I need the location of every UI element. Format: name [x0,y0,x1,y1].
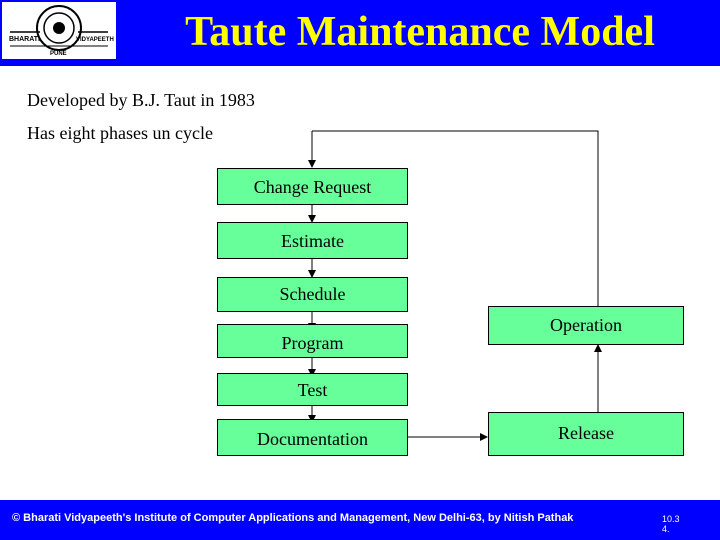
phase-change-request [217,168,408,205]
footer-bar [0,500,720,540]
bullet-phases: Has eight phases un cycle [27,123,213,143]
phase-release [488,412,684,456]
page-number-line1: 10.3 [662,514,680,524]
phase-test [217,373,408,406]
logo-bottom-text: PUNE [50,51,67,57]
phase-label: Test [297,380,328,400]
phase-estimate [217,222,408,259]
phase-label: Documentation [257,429,368,449]
phase-label: Estimate [281,231,344,251]
phase-schedule [217,277,408,312]
phase-label: Program [281,333,344,353]
phase-operation [488,306,684,345]
phase-label: Schedule [279,284,346,304]
logo-left-text: BHARATI [9,36,40,43]
bullet-developed-by: Developed by B.J. Taut in 1983 [27,90,255,110]
phase-label: Change Request [253,177,372,197]
phase-documentation [217,419,408,456]
page-number [662,514,702,534]
phase-label: Operation [550,315,622,335]
phase-program [217,324,408,358]
phase-label: Release [558,423,614,443]
footer-copyright: © Bharati Vidyapeeth's Institute of Computer Applications and Management, New Delhi-63, by Nitish Pathak [12,512,574,524]
page-number-line2: 4. [662,524,670,534]
slide-title: Taute Maintenance Model [185,9,655,55]
logo-right-text: VIDYAPEETH [76,37,114,43]
